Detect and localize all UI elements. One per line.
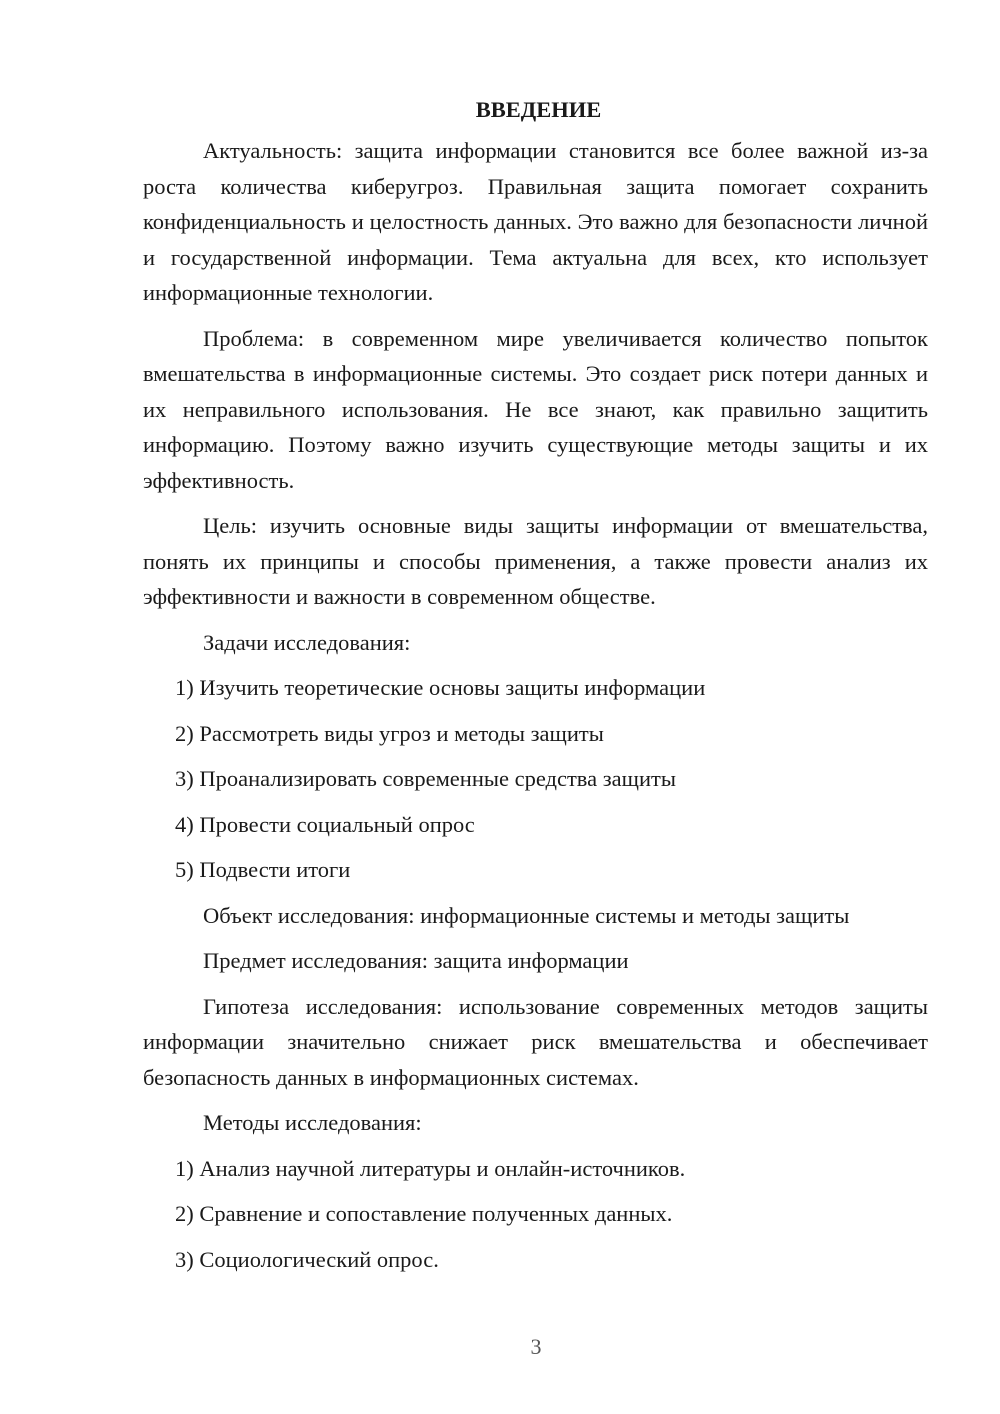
hypothesis-paragraph: Гипотеза исследования: использование современных методов защиты информации значительно снижает риск вмешательства и обеспечивает безопасность данных в информационных системах.: [143, 993, 928, 1090]
method-item: 3) Социологический опрос.: [175, 1246, 439, 1272]
subject-paragraph: Предмет исследования: защита информации: [203, 948, 629, 973]
methods-list: [143, 1151, 928, 1278]
task-item: 2) Рассмотреть виды угроз и методы защиты: [175, 720, 604, 746]
tasks-list: [143, 670, 928, 888]
task-item: 1) Изучить теоретические основы защиты информации: [175, 675, 706, 700]
method-item: 2) Сравнение и сопоставление полученных данных.: [175, 1201, 673, 1226]
tasks-title: Задачи исследования:: [203, 629, 411, 655]
task-item: 5) Подвести итоги: [175, 857, 351, 882]
page-number: 3: [530, 1334, 542, 1359]
section-heading: ВВЕДЕНИЕ: [475, 97, 602, 122]
methods-title: Методы исследования:: [203, 1110, 422, 1135]
task-item: 4) Провести социальный опрос: [175, 811, 475, 837]
goal-paragraph: Цель: изучить основные виды защиты информации от вмешательства, понять их принципы и способы применения, а также провести анализ их эффективности и важности в современном обществе.: [143, 513, 928, 609]
method-item: 1) Анализ научной литературы и онлайн-источников.: [175, 1155, 686, 1181]
task-item: 3) Проанализировать современные средства защиты: [175, 766, 676, 791]
document-page: [143, 90, 928, 1287]
problem-paragraph: Проблема: в современном мире увеличивается количество попыток вмешательства в информационные системы. Это создает риск потери данных и их неправильного использования. Не все знают, как правильно защитить информацию. Поэтому важно изучить существующие методы защиты и их эффективность.: [143, 325, 928, 493]
relevance-paragraph: Актуальность: защита информации становится все более важной из-за роста количества киберугроз. Правильная защита помогает сохранить конфиденциальность и целостность данных. Это важно для безопасности личной и государственной информации. Тема актуальна для всех, кто использует информационные технологии.: [143, 138, 928, 305]
object-paragraph: Объект исследования: информационные системы и методы защиты: [203, 902, 850, 928]
